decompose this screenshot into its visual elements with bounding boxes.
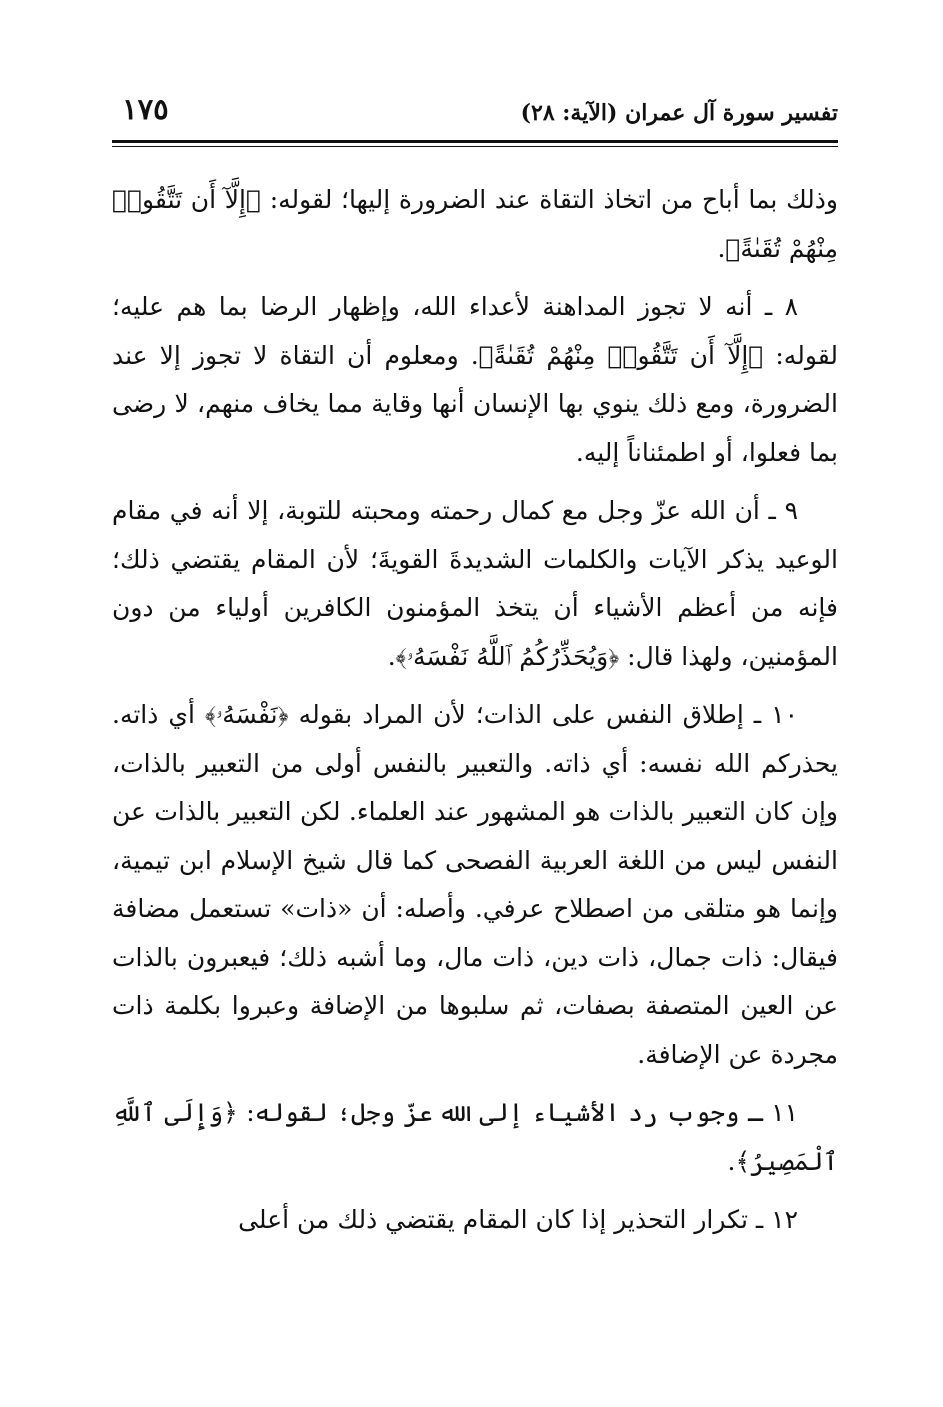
paragraph-point-11: ١١ ـ وجوب رد الأشياء إلى الله عزّ وجل؛ لقوله: ﴿وَإِلَى ٱللَّهِ ٱلْمَصِيرُ﴾. bbox=[112, 1098, 838, 1176]
paragraph-point-8: ٨ ـ أنه لا تجوز المداهنة لأعداء الله، وإظهار الرضا بما هم عليه؛ لقوله: ﴿إِلَّآ أَن تَتَّقُوا۟ مِنْهُمْ تُقَىٰةً﴾. ومعلوم أن التقاة لا تجوز إلا عند الضرورة، ومع ذلك ينوي بها الإنسان أنها وقاية مما يخاف منهم، لا رضى بما فعلوا، أو اطمئناناً إليه. bbox=[112, 292, 838, 467]
page-body bbox=[112, 176, 838, 1255]
paragraph-continuation: وذلك بما أباح من اتخاذ التقاة عند الضرورة إليها؛ لقوله: ﴿إِلَّآ أَن تَتَّقُوا۟ مِنْهُمْ تُقَىٰةً﴾. bbox=[112, 185, 838, 263]
header-rule-thin bbox=[112, 146, 838, 147]
page-header bbox=[112, 92, 838, 140]
header-rule-thick bbox=[112, 140, 838, 143]
book-page bbox=[112, 92, 838, 1392]
page-number: ١٧٥ bbox=[122, 92, 169, 126]
paragraph-point-12: ١٢ ـ تكرار التحذير إذا كان المقام يقتضي ذلك من أعلى bbox=[238, 1205, 798, 1234]
running-title: تفسير سورة آل عمران (الآية: ٢٨) bbox=[520, 100, 838, 126]
paragraph-point-10: ١٠ ـ إطلاق النفس على الذات؛ لأن المراد بقوله ﴿نَفْسَهُۥ﴾ أي ذاته. يحذركم الله نفسه: أي ذاته. والتعبير بالنفس أولى من التعبير بالذات، وإن كان التعبير بالذات هو المشهور عند العلماء. لكن التعبير بالذات عن النفس ليس من اللغة العربية الفصحى كما قال شيخ الإسلام ابن تيمية، وإنما هو متلقى من اصطلاح عرفي. وأصله: أن «ذات» تستعمل مضافة فيقال: ذات جمال، ذات دين، ذات مال، وما أشبه ذلك؛ فيعبرون بالذات عن العين المتصفة بصفات، ثم سلبوها من الإضافة وعبروا بكلمة ذات مجردة عن الإضافة. bbox=[112, 700, 838, 1069]
paragraph-point-9: ٩ ـ أن الله عزّ وجل مع كمال رحمته ومحبته للتوبة، إلا أنه في مقام الوعيد يذكر الآيات والكلمات الشديدةَ القويةَ؛ لأن المقام يقتضي ذلك؛ فإنه من أعظم الأشياء أن يتخذ المؤمنون الكافرين أولياء من دون المؤمنين، ولهذا قال: ﴿وَيُحَذِّرُكُمُ ٱللَّهُ نَفْسَهُۥ﴾. bbox=[112, 496, 838, 671]
